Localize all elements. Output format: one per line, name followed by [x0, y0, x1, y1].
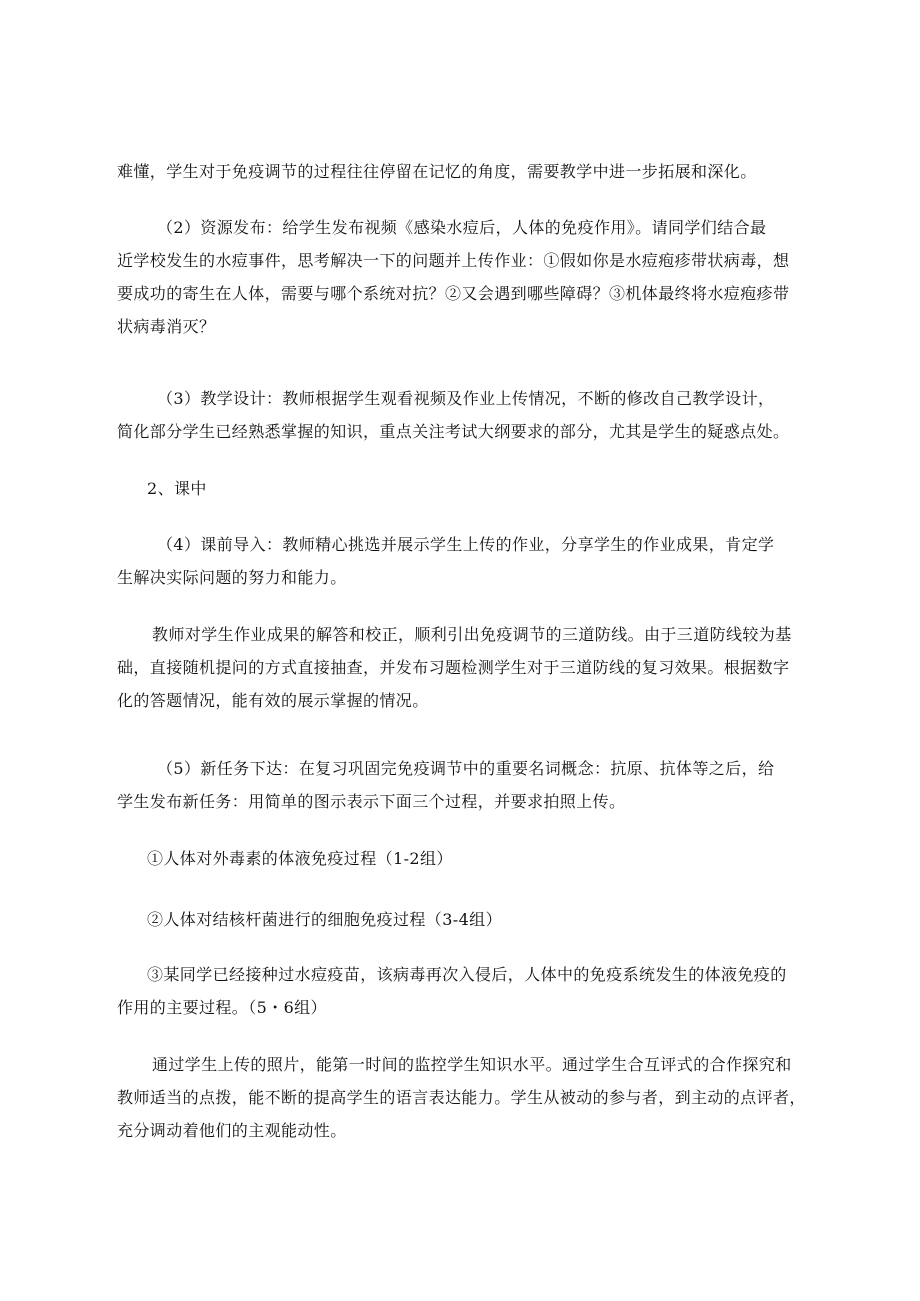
text-line: 近学校发生的水痘事件，思考解决一下的问题并上传作业：①假如你是水痘疱疹带状病毒，想: [117, 251, 790, 270]
text-line: 生解决实际问题的努力和能力。: [117, 568, 347, 587]
text-line: ②人体对结核杆菌进行的细胞免疫过程（3-4组）: [147, 910, 502, 929]
task-item-1: [117, 842, 807, 875]
text-line: 教师对学生作业成果的解答和校正，顺利引出免疫调节的三道防线。由于三道防线较为基: [152, 625, 792, 644]
text-line: 简化部分学生已经熟悉掌握的知识，重点关注考试大纲要求的部分，尤其是学生的疑惑点处。: [117, 422, 790, 441]
paragraph-lesson-intro: [117, 528, 807, 594]
paragraph-summary: [117, 1048, 807, 1147]
text-line: 础，直接随机提问的方式直接抽查，并发布习题检测学生对于三道防线的复习效果。根据数字: [117, 658, 790, 677]
paragraph-teacher-correction: [117, 618, 807, 717]
paragraph-resource-release: [117, 211, 807, 343]
text-line: ①人体对外毒素的体液免疫过程（1-2组）: [147, 849, 453, 868]
paragraph-new-task: [117, 752, 807, 818]
text-line: 难懂，学生对于免疫调节的过程往往停留在记忆的角度，需要教学中进一步拓展和深化。: [117, 162, 757, 181]
text-line: （3）教学设计：教师根据学生观看视频及作业上传情况，不断的修改自己教学设计，: [157, 389, 775, 408]
text-line: 化的答题情况，能有效的展示掌握的情况。: [117, 691, 429, 710]
text-line: 作用的主要过程。（5・6组）: [117, 998, 327, 1017]
text-line: 学生发布新任务：用简单的图示表示下面三个过程，并要求拍照上传。: [117, 792, 626, 811]
text-line: （2）资源发布：给学生发布视频《感染水痘后，人体的免疫作用》。请同学们结合最: [157, 218, 767, 237]
text-line: 通过学生上传的照片，能第一时间的监控学生知识水平。通过学生合互评式的合作探究和: [152, 1055, 792, 1074]
task-item-2: [117, 903, 807, 936]
text-line: （5）新任务下达：在复习巩固完免疫调节中的重要名词概念：抗原、抗体等之后，给: [157, 759, 775, 778]
text-line: 充分调动着他们的主观能动性。: [117, 1121, 347, 1140]
text-line: 要成功的寄生在人体，需要与哪个系统对抗？②又会遇到哪些障碍？③机体最终将水痘疱疹带: [117, 284, 790, 303]
paragraph-teaching-design: [117, 382, 807, 448]
task-item-3: [117, 958, 807, 1024]
section-heading-in-class: [117, 472, 807, 505]
text-line: 2、课中: [147, 479, 207, 498]
text-line: 状病毒消灭？: [117, 317, 216, 336]
text-line: 教师适当的点拨，能不断的提高学生的语言表达能力。学生从被动的参与者，到主动的点评者，: [117, 1088, 806, 1107]
paragraph-continuation: [117, 155, 807, 188]
text-line: ③某同学已经接种过水痘疫苗，该病毒再次入侵后，人体中的免疫系统发生的体液免疫的: [147, 965, 787, 984]
text-line: （4）课前导入：教师精心挑选并展示学生上传的作业，分享学生的作业成果，肯定学: [157, 535, 775, 554]
